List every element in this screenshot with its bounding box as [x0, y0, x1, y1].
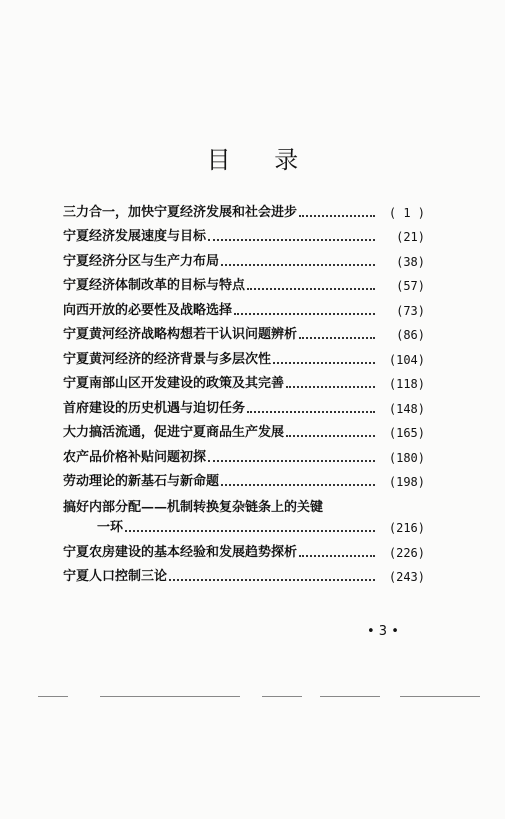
- table-of-contents: [63, 195, 425, 584]
- scan-edge-line: [262, 696, 302, 697]
- dot-leader: [208, 459, 375, 462]
- toc-entry-page: (198): [388, 475, 425, 489]
- toc-entry-line1[interactable]: [63, 489, 425, 515]
- toc-entry-page: (216): [388, 521, 425, 535]
- toc-entry-page: (21): [396, 230, 425, 244]
- scan-edge-line: [100, 696, 240, 697]
- toc-entry-page: (38): [396, 254, 425, 269]
- toc-entry-page: (180): [388, 450, 425, 465]
- dot-leader: [247, 287, 375, 290]
- toc-entry[interactable]: [63, 416, 425, 441]
- toc-entry-title: 宁夏南部山区开发建设的政策及其完善: [63, 376, 285, 391]
- toc-entry-page: ( 1 ): [388, 205, 425, 220]
- page-number: • 3 •: [367, 624, 399, 639]
- toc-entry[interactable]: [63, 293, 425, 318]
- toc-entry-page: (57): [396, 279, 425, 293]
- dot-leader: [208, 238, 375, 241]
- dot-leader: [299, 336, 375, 339]
- dot-leader: [234, 312, 375, 315]
- toc-entry-title: 宁夏经济分区与生产力布局: [63, 253, 220, 269]
- toc-entry-line2[interactable]: [63, 515, 425, 535]
- toc-entry[interactable]: [63, 342, 425, 367]
- dot-leader: [125, 529, 375, 532]
- toc-entry-title: 宁夏农房建设的基本经验和发展趋势探析: [63, 544, 298, 560]
- toc-entry-title: 劳动理论的新基石与新命题: [63, 474, 220, 489]
- dot-leader: [169, 578, 375, 581]
- toc-entry-title: 宁夏黄河经济的经济背景与多层次性: [63, 351, 272, 367]
- dot-leader: [286, 385, 375, 388]
- scan-edge-line: [320, 696, 380, 697]
- dot-leader: [221, 483, 375, 486]
- toc-entry-title: 宁夏黄河经济战略构想若干认识问题辨析: [63, 327, 298, 342]
- toc-entry-title-continued: 一环: [97, 520, 124, 535]
- toc-entry-page: (165): [388, 426, 425, 440]
- toc-entry[interactable]: [63, 535, 425, 560]
- toc-entry-title: 农产品价格补贴问题初探: [63, 449, 207, 465]
- toc-entry[interactable]: [63, 440, 425, 465]
- toc-entry-title: 首府建设的历史机遇与迫切任务: [63, 400, 246, 416]
- dot-leader: [286, 434, 375, 437]
- toc-entry[interactable]: [63, 465, 425, 490]
- dot-leader: [273, 361, 375, 364]
- dot-leader: [247, 410, 375, 413]
- toc-entry-page: (148): [388, 401, 425, 416]
- dot-leader: [299, 214, 375, 217]
- toc-entry-page: (73): [396, 303, 425, 318]
- dot-leader: [299, 554, 375, 557]
- dot-leader: [221, 263, 375, 266]
- scan-edge-line: [38, 696, 68, 697]
- toc-entry-title: 三力合一，加快宁夏经济发展和社会进步: [63, 204, 298, 220]
- toc-entry-title: 宁夏人口控制三论: [63, 569, 168, 584]
- toc-entry[interactable]: [63, 318, 425, 343]
- toc-entry-page: (243): [388, 570, 425, 584]
- toc-entry[interactable]: [63, 269, 425, 294]
- toc-entry[interactable]: [63, 560, 425, 585]
- toc-entry-page: (104): [388, 352, 425, 367]
- toc-entry-title: 大力搞活流通，促进宁夏商品生产发展: [63, 425, 285, 440]
- toc-entry-title: 宁夏经济体制改革的目标与特点: [63, 278, 246, 293]
- toc-entry[interactable]: [63, 367, 425, 392]
- toc-entry-title: 向西开放的必要性及战略选择: [63, 302, 233, 318]
- toc-entry-title: 宁夏经济发展速度与目标: [63, 229, 207, 244]
- toc-entry[interactable]: [63, 391, 425, 416]
- toc-entry-page: (226): [388, 545, 425, 560]
- toc-entry-page: (86): [396, 328, 425, 342]
- toc-entry-page: (118): [388, 377, 425, 391]
- scan-edge-line: [400, 696, 480, 697]
- toc-entry[interactable]: [63, 195, 425, 220]
- page-title: 目 录: [206, 146, 317, 174]
- toc-entry[interactable]: [63, 220, 425, 245]
- toc-entry-title: 搞好内部分配——机制转换复杂链条上的关键: [63, 500, 324, 515]
- toc-entry[interactable]: [63, 244, 425, 269]
